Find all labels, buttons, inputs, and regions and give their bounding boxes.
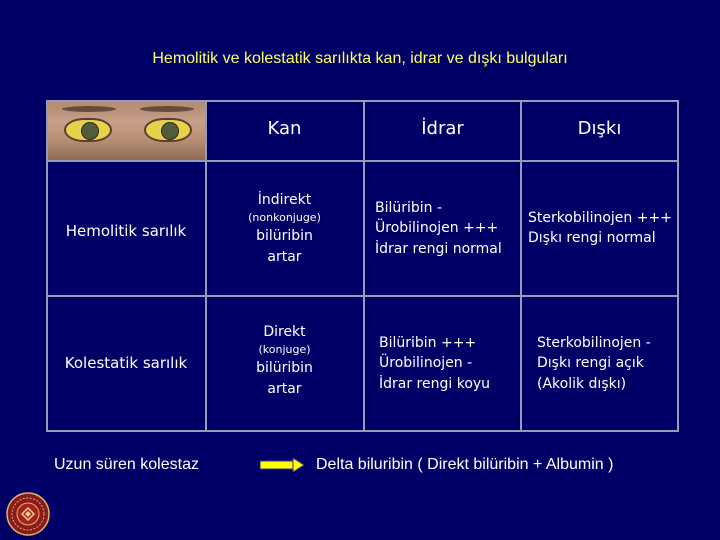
- footer-left-text: Uzun süren kolestaz: [54, 456, 199, 473]
- kan-line: artar: [267, 380, 302, 397]
- kan-line: Direkt: [263, 324, 306, 340]
- brow-left: [62, 106, 116, 112]
- kan-line-small: (konjuge): [258, 343, 311, 357]
- idrar-line: İdrar rengi normal: [375, 240, 502, 257]
- jaundiced-eyes-photo: [48, 102, 205, 160]
- eye-right-icon: [144, 118, 192, 142]
- table-border-right: [677, 100, 679, 432]
- table-divider-col3: [520, 100, 522, 432]
- right-arrow-icon: [260, 458, 304, 472]
- diski-line: Sterkobilinojen -: [537, 335, 651, 351]
- kan-line-small: (nonkonjuge): [248, 211, 321, 225]
- university-seal-icon: [6, 492, 50, 536]
- cell-kan-kolestatik: [207, 322, 362, 399]
- slide-title: Hemolitik ve kolestatik sarılıkta kan, idrar ve dışkı bulguları: [152, 50, 568, 67]
- kan-line: bilüribin: [256, 228, 313, 245]
- diski-line: Dışkı rengi açık: [537, 355, 644, 372]
- header-kan: Kan: [267, 118, 302, 139]
- table-divider-col2: [363, 100, 365, 432]
- idrar-line: İdrar rengi koyu: [379, 375, 491, 392]
- header-idrar: İdrar: [421, 118, 464, 139]
- eye-left-icon: [64, 118, 112, 142]
- header-diski: Dışkı: [577, 118, 622, 139]
- cell-kan-hemolitik: [207, 190, 362, 267]
- kan-line: artar: [267, 248, 302, 265]
- cell-diski-kolestatik: [537, 333, 651, 394]
- brow-right: [140, 106, 194, 112]
- diski-line: (Akolik dışkı): [537, 375, 627, 392]
- cell-idrar-kolestatik: [379, 333, 490, 394]
- diski-line: Sterkobilinojen +++: [528, 210, 672, 226]
- cell-idrar-hemolitik: [375, 198, 502, 259]
- row-label-kolestatik: Kolestatik sarılık: [64, 354, 188, 372]
- idrar-line: Ürobilinojen -: [379, 355, 473, 372]
- kan-line: İndirekt: [257, 192, 312, 208]
- idrar-line: Ürobilinojen +++: [375, 220, 499, 237]
- cell-diski-hemolitik: [528, 208, 672, 249]
- row-label-hemolitik: Hemolitik sarılık: [65, 222, 187, 240]
- footer-right-text: Delta biluribin ( Direkt bilüribin + Albumin ): [316, 456, 614, 473]
- findings-table: [46, 100, 679, 432]
- diski-line: Dışkı rengi normal: [528, 230, 656, 247]
- idrar-line: Bilüribin +++: [379, 335, 477, 351]
- idrar-line: Bilüribin -: [375, 200, 443, 216]
- kan-line: bilüribin: [256, 360, 313, 377]
